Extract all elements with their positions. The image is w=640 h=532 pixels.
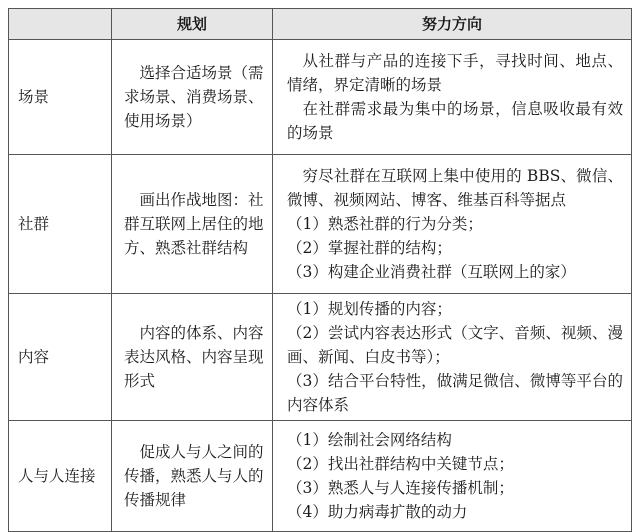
row-directions	[273, 155, 632, 294]
direction-item: （1）规划传播的内容；	[287, 300, 452, 318]
row-directions	[273, 40, 632, 155]
strategy-table	[8, 8, 632, 532]
direction-item: （3）结合平台特性，做满足微信、微博等平台的内容体系	[287, 372, 623, 414]
row-plan: 画出作战地图：社群互联网上居住的地方、熟悉社群结构	[112, 155, 273, 294]
row-directions	[273, 294, 632, 421]
direction-item: （2）掌握社群的结构；	[287, 239, 452, 257]
header-category	[9, 9, 112, 40]
direction-item: （3）构建企业消费社群（互联网上的家）	[287, 263, 576, 281]
row-plan: 促成人与人之间的传播，熟悉人与人的传播规律	[112, 421, 273, 532]
row-category: 场景	[9, 40, 112, 155]
row-plan: 选择合适场景（需求场景、消费场景、使用场景）	[112, 40, 273, 155]
direction-item: 穷尽社群在互联网上集中使用的 BBS、微信、微博、视频网站、博客、维基百科等据点	[287, 167, 623, 209]
row-directions	[273, 421, 632, 532]
row-category: 人与人连接	[9, 421, 112, 532]
direction-item: （1）熟悉社群的行为分类；	[287, 215, 483, 233]
header-direction: 努力方向	[273, 9, 632, 40]
header-row	[9, 9, 632, 40]
row-category: 内容	[9, 294, 112, 421]
row-plan: 内容的体系、内容表达风格、内容呈现形式	[112, 294, 273, 421]
direction-item: （2）尝试内容表达形式（文字、音频、视频、漫画、新闻、白皮书等）；	[287, 324, 623, 366]
table-row	[9, 421, 632, 532]
table-row	[9, 40, 632, 155]
header-plan: 规划	[112, 9, 273, 40]
direction-item: （3）熟悉人与人连接传播机制；	[287, 479, 514, 497]
direction-item: （1）绘制社会网络结构	[287, 431, 452, 449]
direction-item: 在社群需求最为集中的场景，信息吸收最有效的场景	[287, 100, 623, 142]
table-row	[9, 155, 632, 294]
direction-item: （4）助力病毒扩散的动力	[287, 503, 468, 521]
table-row	[9, 294, 632, 421]
row-category: 社群	[9, 155, 112, 294]
direction-item: （2）找出社群结构中关键节点；	[287, 455, 514, 473]
direction-item: 从社群与产品的连接下手，寻找时间、地点、情绪，界定清晰的场景	[287, 52, 623, 94]
